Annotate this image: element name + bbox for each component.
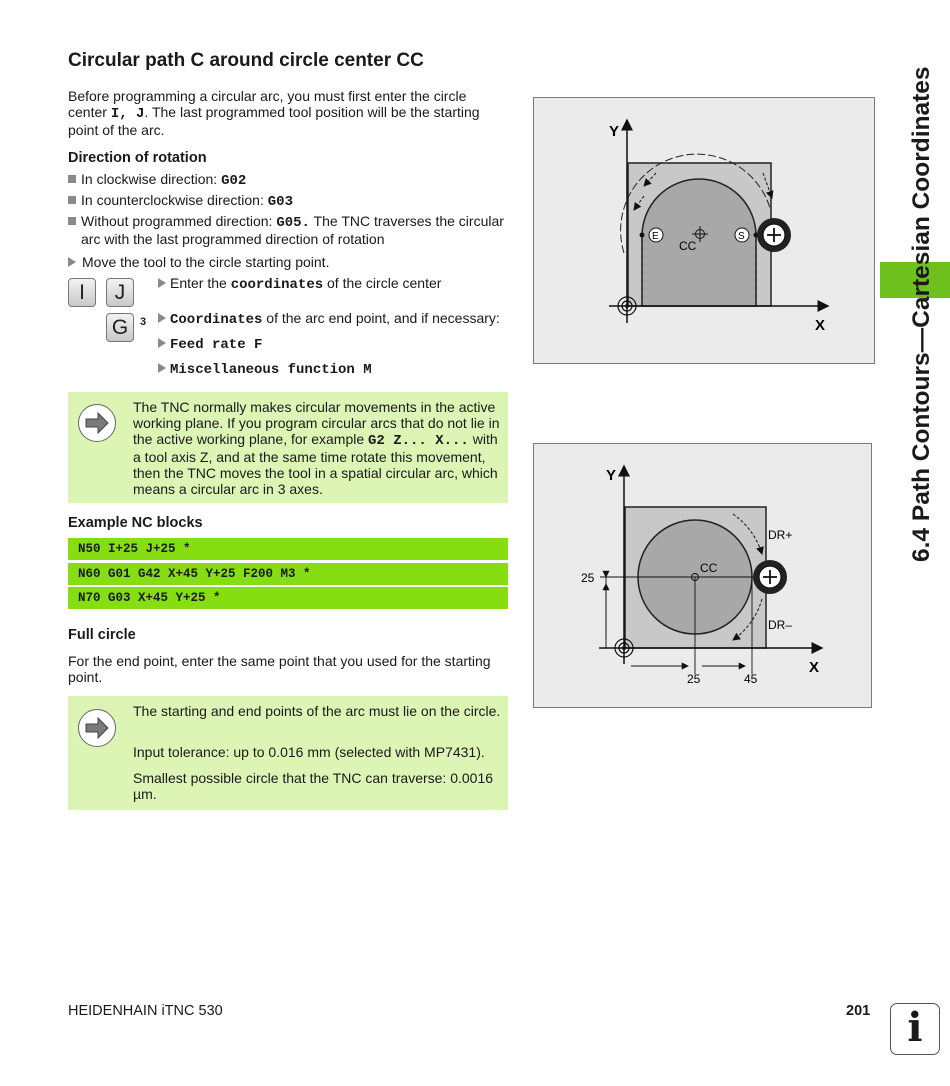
square-bullet-icon: [68, 175, 76, 183]
fig2-y25-label: 25: [581, 571, 595, 585]
fig2-x25-label: 25: [687, 672, 701, 686]
note-box-tolerance: [68, 696, 508, 810]
page-title: Circular path C around circle center CC: [68, 50, 424, 71]
key-g-superscript: 3: [140, 316, 147, 328]
fig1-y-label: Y: [609, 123, 620, 140]
square-bullet-icon: [68, 196, 76, 204]
fig2-cc-label: CC: [700, 561, 718, 575]
nc-block: N70 G03 X+45 Y+25 *: [68, 587, 508, 609]
full-circle-heading: Full circle: [68, 627, 136, 643]
example-heading: Example NC blocks: [68, 515, 203, 531]
nc-block: N50 I+25 J+25 *: [68, 538, 508, 560]
fig2-x45-label: 45: [744, 672, 758, 686]
fig2-milling-tool: [753, 560, 787, 594]
info-icon: [890, 1003, 940, 1055]
arrow-right-icon: [78, 709, 116, 747]
fig1-milling-tool: [757, 218, 791, 252]
fig1-e-label: E: [652, 231, 659, 242]
figure-arc-around-cc: [533, 97, 875, 364]
triangle-bullet-icon: [158, 363, 166, 373]
intro-paragraph: Before programming a circular arc, you must first enter the circle center I, J. The last programmed tool position will be the starting point of the arc.: [68, 88, 480, 138]
step-enter-center: Enter the coordinates of the circle center: [158, 275, 441, 293]
note-tolerance-text: Input tolerance: up to 0.016 mm (selected with MP7431).: [133, 744, 485, 760]
note-start-end-text: The starting and end points of the arc must lie on the circle.: [133, 703, 501, 719]
fig2-x-label: X: [809, 659, 820, 676]
chapter-sidebar-title: 6.4 Path Contours—Cartesian Coordinates: [908, 66, 935, 562]
bullet-clockwise: In clockwise direction: G02: [68, 171, 246, 189]
page-number: 201: [846, 1003, 871, 1019]
rotation-heading: Direction of rotation: [68, 150, 207, 166]
step-misc-function: Miscellaneous function M: [158, 360, 372, 378]
step-coordinates: Coordinates of the arc end point, and if necessary:: [158, 310, 500, 328]
fig2-y-label: Y: [606, 467, 617, 484]
step-feed-rate: Feed rate F: [158, 335, 262, 353]
key-i[interactable]: I: [68, 278, 96, 307]
triangle-bullet-icon: [158, 278, 166, 288]
figure-full-circle: [533, 443, 872, 708]
triangle-bullet-icon: [158, 338, 166, 348]
footer-manual-name: HEIDENHAIN iTNC 530: [68, 1003, 223, 1019]
note-smallest-circle-text: Smallest possible circle that the TNC can traverse: 0.0016 µm.: [133, 770, 494, 802]
arrow-right-icon: [78, 404, 116, 442]
fig1-x-label: X: [815, 317, 826, 334]
fig1-s-label: S: [738, 231, 745, 242]
step-move-tool: Move the tool to the circle starting point.: [68, 254, 329, 270]
note-working-plane-text: The TNC normally makes circular movements in the active working plane. If you program circular arcs that do not lie in the active working plane, for example G2 Z... X... with a tool axis Z, and at the same time rotate this movement, then the TNC moves the tool in a spatial circular arc, which means a circular arc in 3 axes.: [133, 399, 500, 497]
fig2-dr-minus-label: DR–: [768, 618, 793, 632]
fig1-cc-label: CC: [679, 239, 697, 253]
triangle-bullet-icon: [158, 313, 166, 323]
nc-block: N60 G01 G42 X+45 Y+25 F200 M3 *: [68, 563, 508, 585]
square-bullet-icon: [68, 217, 76, 225]
triangle-bullet-icon: [68, 257, 76, 267]
contour-shape: [642, 179, 756, 306]
fig2-dr-plus-label: DR+: [768, 528, 793, 542]
key-g[interactable]: G: [106, 313, 134, 342]
key-j[interactable]: J: [106, 278, 134, 307]
bullet-no-direction: Without programmed direction: G05. The TNC traverses the circular arc with the last programmed direction of rotation: [68, 213, 513, 247]
info-glyph: i: [907, 1004, 923, 1051]
full-circle-text: For the end point, enter the same point that you used for the starting point.: [68, 653, 491, 685]
bullet-counterclockwise: In counterclockwise direction: G03: [68, 192, 293, 210]
intro-code: I, J: [110, 106, 145, 122]
note-box-working-plane: [68, 392, 508, 503]
